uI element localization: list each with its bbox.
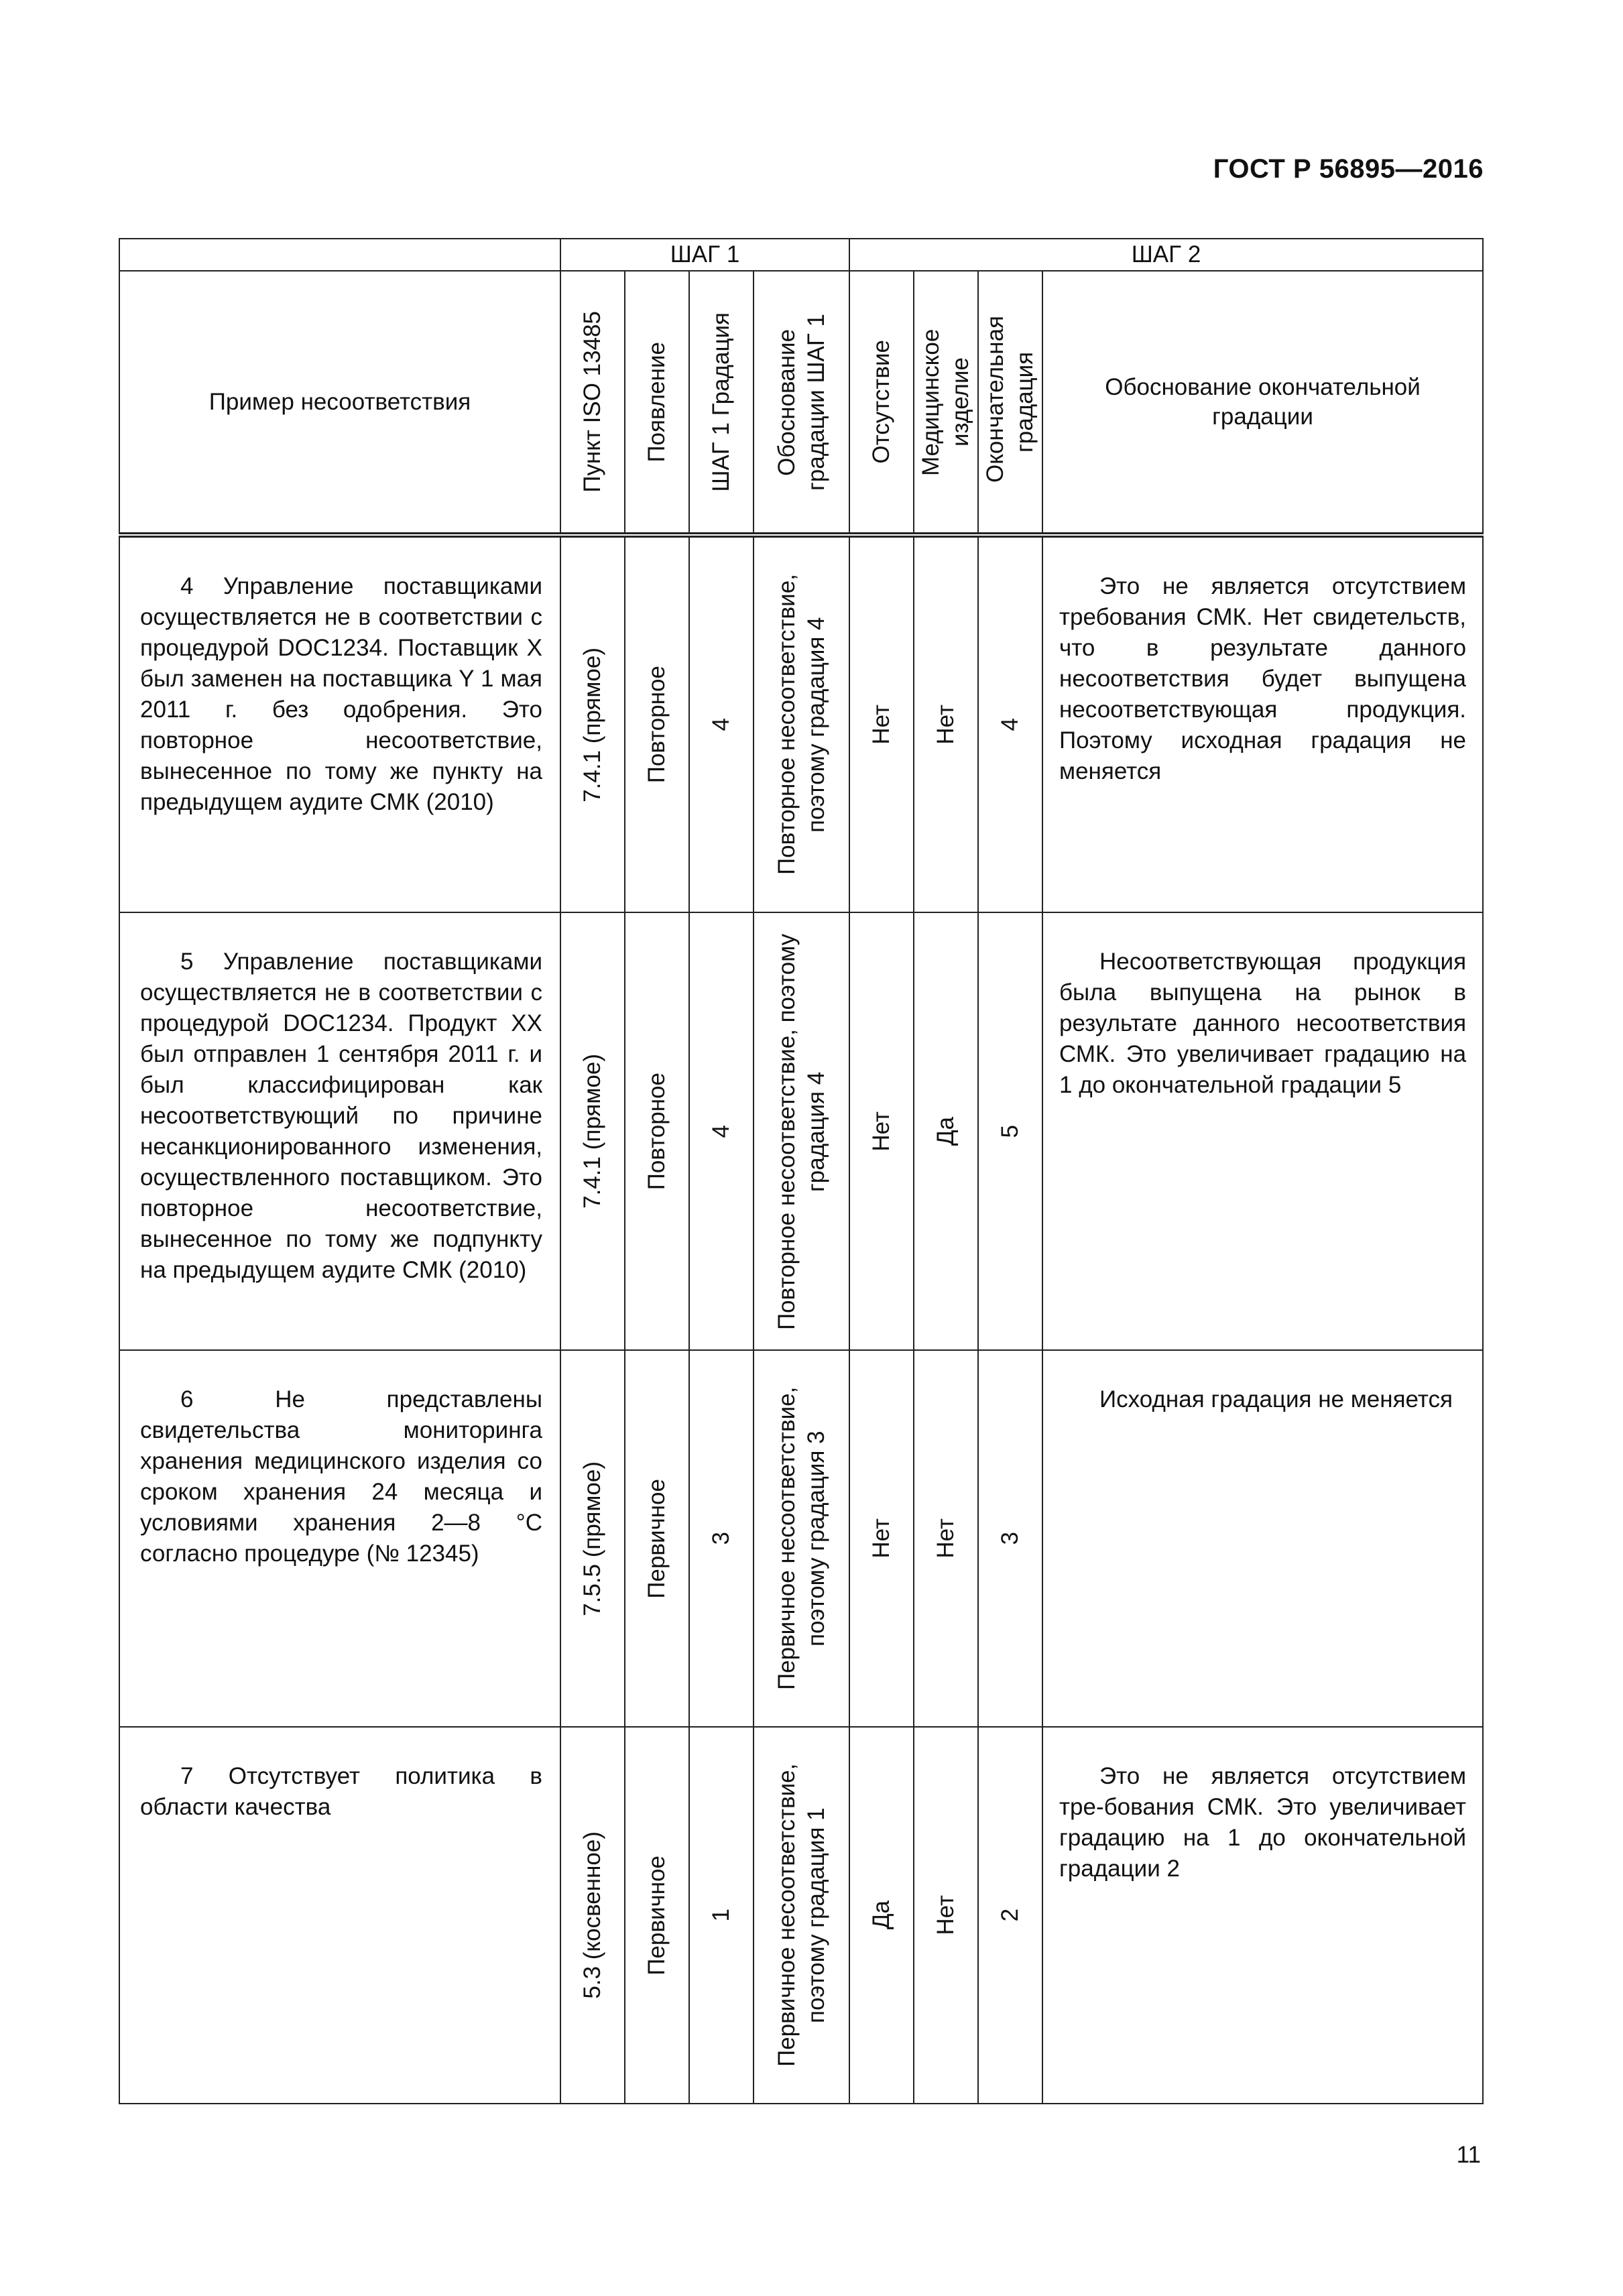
final-grade-cell — [978, 912, 1042, 1350]
final-justification-cell — [1042, 1350, 1483, 1727]
final-justification-text: Несоответствующая продукция была выпущена на рынок в результате данного несоответствия СМК. Это увеличивает градацию на 1 до окончательной градации 5 — [1059, 949, 1467, 1098]
final-justification-cell — [1042, 1727, 1483, 2104]
nonconformity-grading-table — [119, 238, 1484, 2104]
final-justification-text: Это не является отсутствием тре-бования СМК. Это увеличивает градацию на 1 до окончательной градации 2 — [1059, 1763, 1467, 1882]
step1-grade-text: 4 — [708, 1124, 734, 1138]
table-row — [119, 912, 1483, 1350]
iso-clause-cell — [560, 1727, 625, 2104]
step1-justification-cell — [754, 535, 849, 912]
absence-text: Нет — [868, 1111, 895, 1152]
final-grade-cell — [978, 535, 1042, 912]
example-cell — [119, 535, 560, 912]
final-justification-cell — [1042, 912, 1483, 1350]
step1-justification-text: Первичное несоответствие, поэтому градация 3 — [773, 1386, 829, 1691]
example-text: 6 Не представлены свидетельства мониторинга хранения медицинского изделия со сроком хранения 24 месяца и условиями хранения 2—8 °С согласно процедуре (№ 12345) — [140, 1386, 542, 1567]
absence-cell — [849, 1350, 914, 1727]
occurrence-text: Первичное — [644, 1855, 670, 1976]
medical-device-cell — [914, 535, 978, 912]
example-cell — [119, 1350, 560, 1727]
step1-header: ШАГ 1 — [560, 239, 849, 271]
col-header-step1-grade — [689, 271, 754, 535]
medical-device-text: Нет — [933, 1895, 959, 1935]
col-header-absence-text: Отсутствие — [868, 340, 895, 464]
col-header-example: Пример несоответствия — [119, 271, 560, 535]
col-header-iso-clause — [560, 271, 625, 535]
occurrence-text: Первичное — [644, 1478, 670, 1599]
step1-grade-cell — [689, 912, 754, 1350]
medical-device-text: Нет — [933, 705, 959, 745]
medical-device-text: Нет — [933, 1518, 959, 1559]
final-grade-text: 2 — [997, 1909, 1024, 1922]
header-empty-cell — [119, 239, 560, 271]
absence-cell — [849, 912, 914, 1350]
col-header-occurrence — [625, 271, 689, 535]
example-text: 7 Отсутствует политика в области качества — [140, 1763, 542, 1820]
col-header-step1-justification-text: Обоснование градации ШАГ 1 — [773, 313, 829, 491]
absence-text: Нет — [868, 1518, 895, 1559]
iso-clause-text: 5.3 (косвенное) — [579, 1831, 605, 1999]
absence-cell — [849, 535, 914, 912]
iso-clause-cell — [560, 1350, 625, 1727]
example-text: 4 Управление поставщиками осуществляется не в соответствии с процедурой DOC1234. Поставщик X был заменен на поставщика Y 1 мая 2011 г. без одобрения. Это повторное несоответствие, вынесенное по тому же пункту на предыдущем аудите СМК (2010) — [140, 573, 542, 815]
col-header-absence — [849, 271, 914, 535]
iso-clause-cell — [560, 535, 625, 912]
medical-device-text: Да — [933, 1116, 959, 1146]
final-grade-text: 3 — [997, 1532, 1024, 1545]
final-grade-text: 4 — [997, 718, 1024, 731]
final-justification-text: Исходная градация не меняется — [1099, 1386, 1453, 1412]
col-header-final-grade — [978, 271, 1042, 535]
step2-header: ШАГ 2 — [849, 239, 1483, 271]
absence-text: Да — [868, 1900, 895, 1930]
col-header-final-grade-text: Окончательная градация — [982, 315, 1038, 483]
iso-clause-text: 7.4.1 (прямое) — [579, 1054, 605, 1209]
iso-clause-cell — [560, 912, 625, 1350]
medical-device-cell — [914, 1727, 978, 2104]
col-header-step1-grade-text: ШАГ 1 Градация — [708, 312, 735, 492]
final-grade-cell — [978, 1727, 1042, 2104]
occurrence-cell — [625, 1350, 689, 1727]
occurrence-cell — [625, 1727, 689, 2104]
step1-grade-text: 4 — [708, 718, 734, 731]
final-justification-text: Это не является отсутствием требования СМК. Нет свидетельств, что в результате данного несоответствия будет выпущена несоответствующая продукция. Поэтому исходная градация не меняется — [1059, 573, 1467, 784]
page-number: 11 — [1456, 2142, 1481, 2168]
col-header-step1-justification — [754, 271, 849, 535]
occurrence-cell — [625, 912, 689, 1350]
final-grade-text: 5 — [997, 1124, 1024, 1138]
step1-grade-text: 1 — [708, 1909, 734, 1922]
table-row — [119, 535, 1483, 912]
step1-justification-text: Повторное несоответствие, поэтому градация 4 — [773, 574, 829, 875]
final-justification-cell — [1042, 535, 1483, 912]
final-grade-cell — [978, 1350, 1042, 1727]
step1-justification-cell — [754, 1350, 849, 1727]
col-header-iso-clause-text: Пункт ISO 13485 — [579, 311, 606, 493]
occurrence-cell — [625, 535, 689, 912]
absence-cell — [849, 1727, 914, 2104]
col-header-occurrence-text: Появление — [644, 341, 670, 463]
iso-clause-text: 7.4.1 (прямое) — [579, 647, 605, 802]
col-header-medical-device — [914, 271, 978, 535]
document-code: ГОСТ Р 56895—2016 — [1213, 154, 1484, 184]
step1-justification-cell — [754, 912, 849, 1350]
col-header-medical-device-text: Медицинское изделие — [918, 328, 974, 476]
medical-device-cell — [914, 1350, 978, 1727]
occurrence-text: Повторное — [644, 666, 670, 784]
step1-grade-text: 3 — [708, 1532, 734, 1545]
table-row — [119, 1350, 1483, 1727]
step1-grade-cell — [689, 1350, 754, 1727]
example-text: 5 Управление поставщиками осуществляется не в соответствии с процедурой DOC1234. Продукт XX был отправлен 1 сентября 2011 г. и был классифицирован как несоответствующий по причине несанкционированного изменения, осуществленного поставщиком. Это повторное несоответствие, вынесенное по тому же подпункту на предыдущем аудите СМК (2010) — [140, 949, 542, 1283]
table-row — [119, 1727, 1483, 2104]
example-cell — [119, 1727, 560, 2104]
col-header-final-justification: Обоснование окончательной градации — [1042, 271, 1483, 535]
medical-device-cell — [914, 912, 978, 1350]
step1-justification-text: Повторное несоответствие, поэтому градация 4 — [773, 932, 829, 1330]
occurrence-text: Повторное — [644, 1072, 670, 1191]
step1-justification-text: Первичное несоответствие, поэтому градация 1 — [773, 1763, 829, 2067]
iso-clause-text: 7.5.5 (прямое) — [579, 1461, 605, 1616]
absence-text: Нет — [868, 705, 895, 745]
step1-grade-cell — [689, 1727, 754, 2104]
example-cell — [119, 912, 560, 1350]
step1-justification-cell — [754, 1727, 849, 2104]
step1-grade-cell — [689, 535, 754, 912]
